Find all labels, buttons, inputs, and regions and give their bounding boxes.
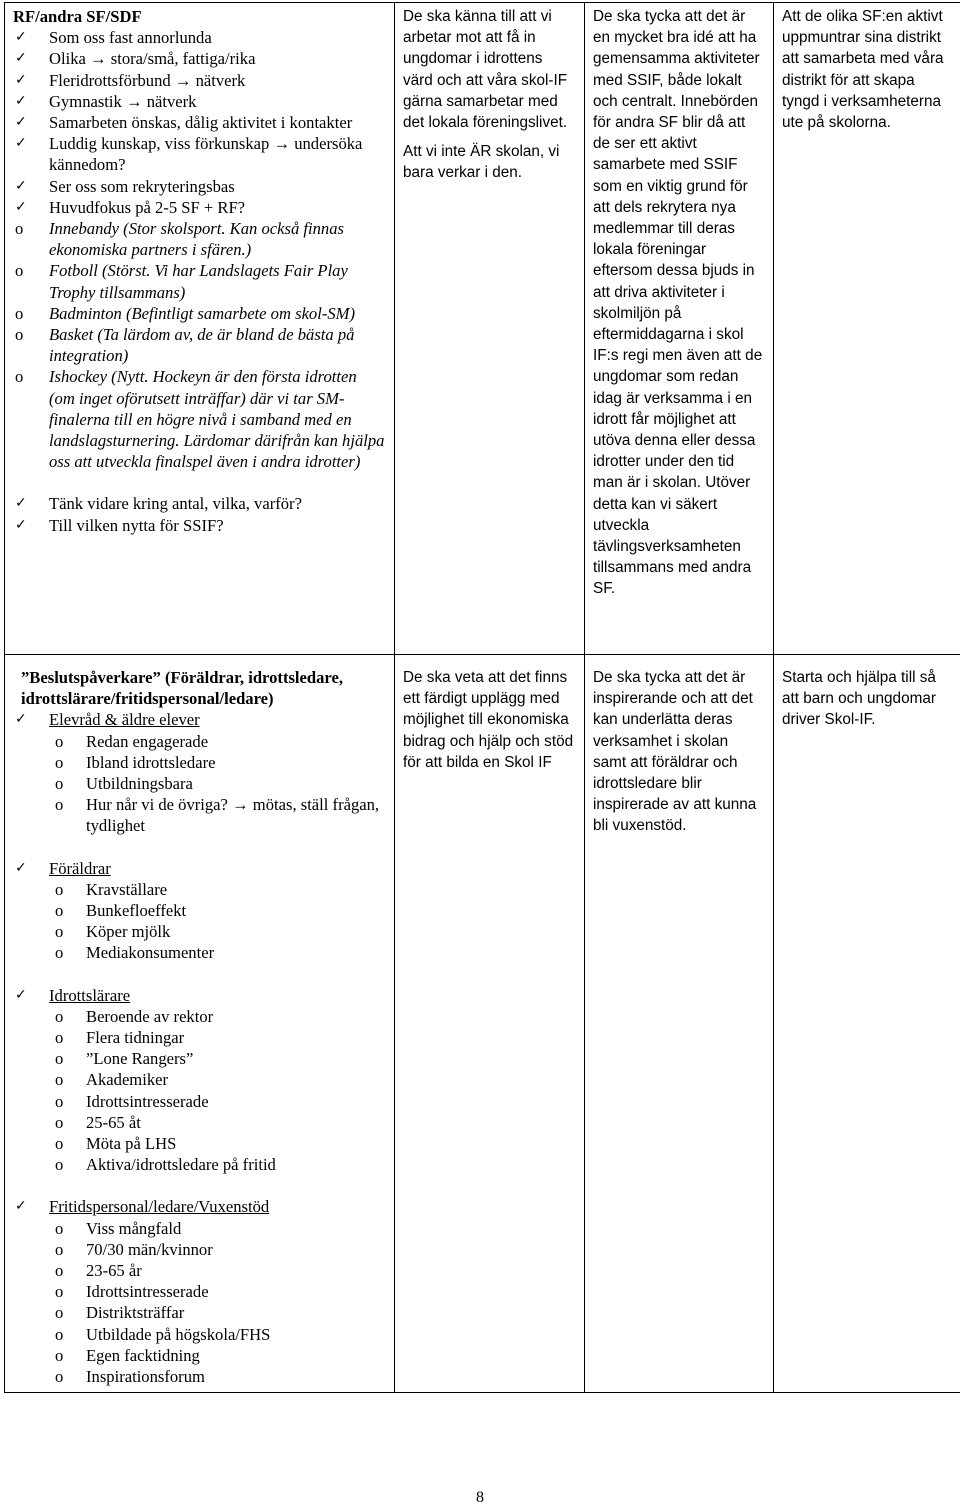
list-item-text: Distriktsträffar <box>86 1303 185 1323</box>
checkmark-icon: ✓ <box>15 71 27 88</box>
list-item-text: Huvudfokus på 2-5 SF + RF? <box>49 197 246 217</box>
paragraph: De ska veta att det finns ett färdigt upplägg med möjlighet till ekonomiska bidrag och hjälp och stöd för att bilda en Skol IF <box>403 669 574 771</box>
bullet-icon: o <box>15 219 24 239</box>
knowledge-cell <box>395 3 585 655</box>
bullet-icon: o <box>15 303 24 323</box>
bullet-icon: o <box>55 1070 64 1090</box>
list-item <box>13 366 386 472</box>
paragraph: De ska tycka att det är inspirerande och att det kan underlätta deras verksamhet i skolan samt att föräldrar och idrottsledare blir inspirerade av att kunna bli vuxenstöd. <box>593 669 757 835</box>
list-item-text: Idrottsintresserade <box>86 1091 209 1111</box>
list-item <box>55 1366 386 1387</box>
page-number: 8 <box>476 1489 484 1506</box>
checkmark-icon: ✓ <box>15 114 27 131</box>
list-item <box>55 1281 386 1302</box>
list-item <box>13 48 386 69</box>
list-item <box>13 91 386 112</box>
list-item-text: Elevråd & äldre elever <box>49 710 200 730</box>
bullet-icon: o <box>15 261 24 281</box>
checkmark-icon: ✓ <box>15 50 27 67</box>
list-item-text: Redan engagerade <box>86 731 209 751</box>
checkmark-icon: ✓ <box>15 986 27 1003</box>
list-item <box>13 493 386 514</box>
content-table <box>4 2 960 1393</box>
list-item <box>13 515 386 536</box>
list-item-text: Gymnastik → nätverk <box>49 91 197 111</box>
list-item <box>55 1345 386 1366</box>
bullet-icon: o <box>55 943 64 963</box>
list-item-text: Idrottsintresserade <box>86 1282 209 1302</box>
target-group-cell <box>5 655 395 1393</box>
checkmark-icon: ✓ <box>15 859 27 876</box>
list-item-text: Viss mångfald <box>86 1218 182 1238</box>
checkmark-icon: ✓ <box>15 711 27 728</box>
bullet-icon: o <box>55 1261 64 1281</box>
list-item <box>13 70 386 91</box>
list-item-text: Föräldrar <box>49 858 111 878</box>
target-group-cell <box>5 3 395 655</box>
list-item <box>55 879 386 900</box>
group-items <box>13 731 386 837</box>
bullet-icon: o <box>55 752 64 772</box>
bullet-icon: o <box>55 879 64 899</box>
group-title <box>13 985 386 1006</box>
list-item <box>13 303 386 324</box>
bullet-icon: o <box>55 1049 64 1069</box>
paragraph: De ska känna till att vi arbetar mot att få in ungdomar i idrottens värd och att våra skol-IF gärna samarbetar med det lokala föreningslivet. <box>403 8 568 132</box>
list-item-text: Mediakonsumenter <box>86 943 215 963</box>
list-item-text: Fotboll (Störst. Vi har Landslagets Fair Play Trophy tillsammans) <box>49 261 348 302</box>
bullet-icon: o <box>55 774 64 794</box>
list-item-text: 70/30 män/kvinnor <box>86 1239 213 1259</box>
list-item <box>55 1218 386 1239</box>
paragraph: Att vi inte ÄR skolan, vi bara verkar i den. <box>403 143 560 182</box>
list-item-text: Olika → stora/små, fattiga/rika <box>49 49 256 69</box>
paragraph: Att de olika SF:en aktivt uppmuntrar sina distrikt att samarbeta med våra distrikt för att skapa tyngd i verksamheterna ute på skolorna. <box>782 8 944 132</box>
checkmark-icon: ✓ <box>15 92 27 109</box>
list-item-text: Ishockey (Nytt. Hockeyn är den första idrotten (om inget oförutsett inträffar) där vi tar SM-finalerna till en högre nivå i samband med en landslagsturnering. Lärdomar därifrån kan hjälpa oss att utveckla finalspel även i andra idrotter) <box>49 367 385 472</box>
list-item-text: Inspirationsforum <box>86 1367 205 1387</box>
list-item-text: Kravställare <box>86 879 168 899</box>
list-item <box>55 900 386 921</box>
list-item-text: Tänk vidare kring antal, vilka, varför? <box>49 494 302 514</box>
list-item-text: Luddig kunskap, viss förkunskap → undersöka kännedom? <box>49 134 363 175</box>
list-item <box>55 1091 386 1112</box>
list-item <box>55 1239 386 1260</box>
section-heading: ”Beslutspåverkare” (Föräldrar, idrottsledare, idrottslärare/fritidspersonal/ledare) <box>21 668 344 709</box>
bullet-icon: o <box>55 1028 64 1048</box>
list-item-text: Köper mjölk <box>86 922 171 942</box>
paragraph: De ska tycka att det är en mycket bra idé att ha gemensamma aktiviteter med SSIF, både lokalt och centralt. Innebörden för andra SF blir då att de ser ett aktivt samarbete med SSIF som en viktig grund för att dels rekrytera nya medlemmar till deras lokala föreningar eftersom dessa bjuds in att driva aktiviteter i skolmiljön på eftermiddagarna i skol IF:s regi men även att de ungdomar som redan idag är verksamma i en idrott får möjlighet att utöva denna eller dessa idrotter under den tid man är i skolan. Utöver detta kan vi säkert utveckla tävlingsverksamheten tillsammans med andra SF. <box>593 8 763 598</box>
attitude-cell <box>585 3 774 655</box>
group-title <box>13 1196 386 1217</box>
list-item-text: Fleridrottsförbund → nätverk <box>49 70 246 90</box>
list-item-text: Idrottslärare <box>49 985 131 1005</box>
bullet-icon: o <box>55 1345 64 1365</box>
list-item <box>55 942 386 963</box>
list-item-text: Bunkefloeffekt <box>86 901 187 921</box>
sports-list <box>13 218 386 472</box>
list-item <box>55 752 386 773</box>
list-item <box>55 1069 386 1090</box>
checkmark-icon: ✓ <box>15 177 27 194</box>
list-item-text: Badminton (Befintligt samarbete om skol-SM) <box>49 303 356 323</box>
section-heading: RF/andra SF/SDF <box>13 7 142 26</box>
bullet-icon: o <box>55 731 64 751</box>
list-item <box>13 112 386 133</box>
list-item <box>55 1154 386 1175</box>
list-item-text: 23-65 år <box>86 1261 142 1281</box>
list-item <box>55 1048 386 1069</box>
list-item <box>13 197 386 218</box>
list-item-text: Hur når vi de övriga? → mötas, ställ frågan, tydlighet <box>86 795 380 836</box>
list-item-text: Akademiker <box>86 1070 169 1090</box>
bullet-icon: o <box>55 901 64 921</box>
bullet-icon: o <box>55 1134 64 1154</box>
checkmark-icon: ✓ <box>15 29 27 46</box>
list-item-text: Innebandy (Stor skolsport. Kan också finnas ekonomiska partners i sfären.) <box>49 219 344 260</box>
list-item <box>13 27 386 48</box>
checkmark-icon: ✓ <box>15 135 27 152</box>
bullet-icon: o <box>55 1282 64 1302</box>
list-item <box>55 1302 386 1323</box>
group-list <box>13 709 386 1387</box>
bullet-icon: o <box>15 325 24 345</box>
bullet-icon: o <box>55 1303 64 1323</box>
bullet-icon: o <box>55 922 64 942</box>
list-item <box>13 324 386 366</box>
bullet-icon: o <box>15 367 24 387</box>
list-item <box>55 731 386 752</box>
list-item-text: Möta på LHS <box>86 1134 177 1154</box>
list-item-text: Egen facktidning <box>86 1345 200 1365</box>
bullet-icon: o <box>55 1367 64 1387</box>
list-item-text: ”Lone Rangers” <box>86 1049 194 1069</box>
list-item-text: Till vilken nytta för SSIF? <box>49 515 224 535</box>
group-title <box>13 858 386 879</box>
bullet-icon: o <box>55 1112 64 1132</box>
list-item <box>55 1027 386 1048</box>
paragraph: Starta och hjälpa till så att barn och ungdomar driver Skol-IF. <box>782 669 936 729</box>
list-item-text: Aktiva/idrottsledare på fritid <box>86 1155 276 1175</box>
check-list <box>13 27 386 218</box>
list-item <box>13 260 386 302</box>
list-item-text: 25-65 åt <box>86 1112 141 1132</box>
list-item <box>13 133 386 175</box>
bullet-icon: o <box>55 1006 64 1026</box>
group-items <box>13 1006 386 1176</box>
list-item-text: Beroende av rektor <box>86 1006 214 1026</box>
list-item <box>55 1006 386 1027</box>
table-row <box>5 3 960 655</box>
list-item-text: Fritidspersonal/ledare/Vuxenstöd <box>49 1197 270 1217</box>
list-item <box>55 1133 386 1154</box>
action-cell <box>774 655 960 1393</box>
checkmark-icon: ✓ <box>15 495 27 512</box>
group-title <box>13 709 386 730</box>
group-items <box>13 1218 386 1388</box>
list-item <box>13 218 386 260</box>
bullet-icon: o <box>55 1324 64 1344</box>
list-item-text: Ser oss som rekryteringsbas <box>49 176 235 196</box>
check-list <box>13 493 386 535</box>
list-item <box>55 1112 386 1133</box>
list-item <box>13 176 386 197</box>
list-item-text: Flera tidningar <box>86 1028 185 1048</box>
list-item-text: Utbildade på högskola/FHS <box>86 1324 271 1344</box>
list-item <box>55 773 386 794</box>
list-item-text: Utbildningsbara <box>86 774 193 794</box>
table-row <box>5 655 960 1393</box>
list-item-text: Som oss fast annorlunda <box>49 28 212 48</box>
list-item-text: Basket (Ta lärdom av, de är bland de bästa på integration) <box>49 325 355 366</box>
bullet-icon: o <box>55 1091 64 1111</box>
checkmark-icon: ✓ <box>15 198 27 215</box>
checkmark-icon: ✓ <box>15 516 27 533</box>
list-item <box>55 1260 386 1281</box>
list-item-text: Samarbeten önskas, dålig aktivitet i kontakter <box>49 113 353 133</box>
list-item <box>55 1324 386 1345</box>
group-items <box>13 879 386 964</box>
checkmark-icon: ✓ <box>15 1198 27 1215</box>
bullet-icon: o <box>55 1155 64 1175</box>
list-item <box>55 921 386 942</box>
list-item <box>55 794 386 836</box>
bullet-icon: o <box>55 795 64 815</box>
knowledge-cell <box>395 655 585 1393</box>
action-cell <box>774 3 960 655</box>
list-item-text: Ibland idrottsledare <box>86 752 216 772</box>
bullet-icon: o <box>55 1218 64 1238</box>
bullet-icon: o <box>55 1239 64 1259</box>
attitude-cell <box>585 655 774 1393</box>
